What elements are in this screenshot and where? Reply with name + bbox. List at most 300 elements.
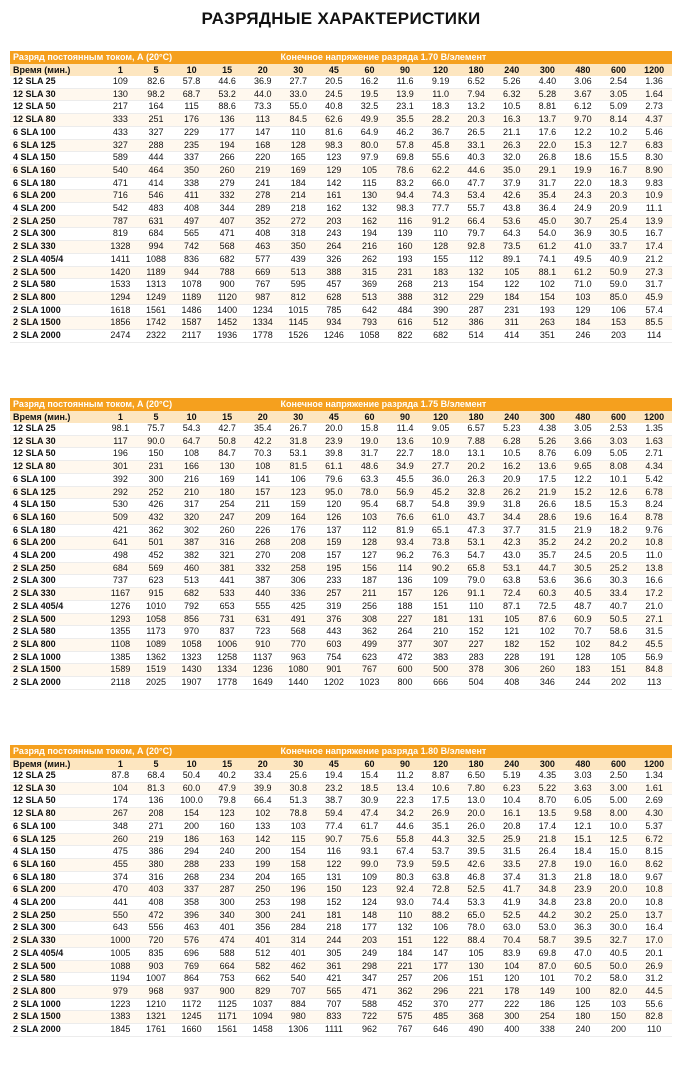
current-value-cell: 132	[352, 203, 388, 216]
current-value-cell: 84.7	[209, 448, 245, 461]
minutes-header: 45	[316, 758, 352, 770]
current-value-cell: 54.0	[530, 228, 566, 241]
current-value-cell: 835	[138, 947, 174, 960]
current-value-cell: 211	[352, 588, 388, 601]
table-row	[10, 241, 672, 254]
current-value-cell: 156	[352, 562, 388, 575]
current-value-cell: 130	[458, 960, 494, 973]
current-value-cell: 4.38	[530, 423, 566, 435]
current-value-cell: 753	[209, 973, 245, 986]
table-header-row	[10, 758, 672, 770]
battery-model-cell: 4 SLA 200	[10, 203, 103, 216]
current-value-cell: 130	[103, 88, 139, 101]
current-value-cell: 2.50	[601, 770, 637, 782]
current-value-cell: 110	[636, 1024, 672, 1037]
current-value-cell: 80.0	[352, 139, 388, 152]
current-value-cell: 3.03	[601, 435, 637, 448]
current-value-cell: 337	[174, 152, 210, 165]
current-value-cell: 126	[423, 588, 459, 601]
current-value-cell: 184	[387, 947, 423, 960]
table-row	[10, 562, 672, 575]
battery-model-cell: 2 SLA 1000	[10, 998, 103, 1011]
current-value-cell: 227	[387, 613, 423, 626]
minutes-header: 15	[209, 411, 245, 423]
current-value-cell: 720	[138, 935, 174, 948]
current-value-cell: 76.3	[423, 550, 459, 563]
current-value-cell: 208	[281, 550, 317, 563]
current-value-cell: 317	[174, 499, 210, 512]
current-value-cell: 63.8	[494, 575, 530, 588]
current-value-cell: 623	[352, 651, 388, 664]
current-value-cell: 178	[494, 985, 530, 998]
current-value-cell: 23.9	[316, 435, 352, 448]
current-value-cell: 21.8	[565, 871, 601, 884]
current-value-cell: 401	[245, 935, 281, 948]
current-value-cell: 115	[352, 177, 388, 190]
current-value-cell: 1383	[103, 1011, 139, 1024]
current-value-cell: 5.28	[530, 88, 566, 101]
current-value-cell: 74.4	[423, 897, 459, 910]
current-value-cell: 40.5	[601, 947, 637, 960]
current-value-cell: 78.6	[387, 164, 423, 177]
current-value-cell: 19.0	[565, 858, 601, 871]
current-value-cell: 60.0	[174, 782, 210, 795]
current-value-cell: 1078	[174, 279, 210, 292]
current-value-cell: 8.14	[601, 114, 637, 127]
current-value-cell: 181	[423, 613, 459, 626]
current-value-cell: 26.2	[494, 486, 530, 499]
current-value-cell: 30.8	[281, 782, 317, 795]
current-value-cell: 264	[387, 626, 423, 639]
end-voltage-caption: Конечное напряжение разряда 1.70 В/элемент	[281, 51, 672, 64]
current-value-cell: 443	[316, 626, 352, 639]
current-value-cell: 1306	[281, 1024, 317, 1037]
current-value-cell: 246	[565, 330, 601, 343]
current-value-cell: 152	[316, 897, 352, 910]
current-value-cell: 35.4	[245, 423, 281, 435]
current-value-cell: 136	[387, 575, 423, 588]
current-value-cell: 370	[423, 998, 459, 1011]
current-value-cell: 64.7	[174, 435, 210, 448]
current-value-cell: 22.3	[387, 795, 423, 808]
current-value-cell: 8.24	[636, 499, 672, 512]
current-value-cell: 361	[316, 960, 352, 973]
current-value-cell: 234	[209, 871, 245, 884]
current-value-cell: 54.3	[174, 423, 210, 435]
current-value-cell: 102	[245, 808, 281, 821]
current-value-cell: 160	[387, 241, 423, 254]
current-value-cell: 80.3	[387, 871, 423, 884]
current-value-cell: 13.1	[458, 448, 494, 461]
current-value-cell: 12.2	[565, 473, 601, 486]
table-row	[10, 960, 672, 973]
current-value-cell: 229	[174, 126, 210, 139]
current-value-cell: 641	[103, 537, 139, 550]
table-row	[10, 846, 672, 859]
current-value-cell: 3.05	[565, 423, 601, 435]
table-header-row	[10, 411, 672, 423]
current-value-cell: 116	[316, 846, 352, 859]
table-row	[10, 795, 672, 808]
current-value-cell: 83.9	[494, 947, 530, 960]
current-value-cell: 33.5	[494, 858, 530, 871]
current-value-cell: 5.46	[636, 126, 672, 139]
current-value-cell: 220	[245, 152, 281, 165]
current-value-cell: 589	[103, 152, 139, 165]
minutes-header: 15	[209, 64, 245, 76]
current-value-cell: 32.8	[458, 486, 494, 499]
current-value-cell: 247	[209, 511, 245, 524]
current-value-cell: 6.28	[494, 435, 530, 448]
current-value-cell: 490	[458, 1024, 494, 1037]
current-value-cell: 45.2	[423, 486, 459, 499]
current-value-cell: 501	[138, 537, 174, 550]
current-value-cell: 97.9	[352, 152, 388, 165]
current-value-cell: 327	[138, 126, 174, 139]
battery-model-cell: 12 SLA 80	[10, 114, 103, 127]
table-caption-row	[10, 745, 672, 758]
current-value-cell: 1440	[281, 677, 317, 690]
current-value-cell: 155	[423, 253, 459, 266]
current-value-cell: 48.7	[565, 600, 601, 613]
battery-model-cell: 2 SLA 500	[10, 266, 103, 279]
current-value-cell: 231	[138, 461, 174, 474]
battery-model-cell: 2 SLA 500	[10, 613, 103, 626]
current-value-cell: 103	[565, 291, 601, 304]
current-value-cell: 316	[138, 871, 174, 884]
current-value-cell: 122	[423, 935, 459, 948]
current-value-cell: 27.3	[636, 266, 672, 279]
current-value-cell: 362	[138, 524, 174, 537]
current-value-cell: 15.3	[601, 499, 637, 512]
current-value-cell: 1420	[103, 266, 139, 279]
battery-model-cell: 2 SLA 330	[10, 241, 103, 254]
current-value-cell: 306	[494, 664, 530, 677]
current-value-cell: 169	[281, 164, 317, 177]
current-value-cell: 132	[458, 266, 494, 279]
current-value-cell: 88.1	[530, 266, 566, 279]
table-row	[10, 998, 672, 1011]
current-value-cell: 47.0	[565, 947, 601, 960]
current-value-cell: 161	[316, 190, 352, 203]
current-value-cell: 152	[458, 626, 494, 639]
current-value-cell: 1210	[138, 998, 174, 1011]
current-value-cell: 1526	[281, 330, 317, 343]
current-value-cell: 79.0	[458, 575, 494, 588]
current-value-cell: 266	[209, 152, 245, 165]
current-value-cell: 27.1	[636, 613, 672, 626]
current-value-cell: 400	[494, 1024, 530, 1037]
current-value-cell: 55.6	[423, 152, 459, 165]
current-value-cell: 836	[174, 253, 210, 266]
discharge-current-caption: Разряд постоянным током, А (20°С)	[10, 745, 281, 758]
current-value-cell: 233	[209, 858, 245, 871]
current-value-cell: 87.6	[530, 613, 566, 626]
current-value-cell: 131	[316, 871, 352, 884]
battery-model-cell: 2 SLA 300	[10, 228, 103, 241]
current-value-cell: 87.1	[494, 600, 530, 613]
current-value-cell: 153	[601, 317, 637, 330]
current-value-cell: 514	[458, 330, 494, 343]
current-value-cell: 194	[209, 139, 245, 152]
current-value-cell: 307	[423, 638, 459, 651]
current-value-cell: 113	[636, 677, 672, 690]
current-value-cell: 45.5	[387, 473, 423, 486]
current-value-cell: 31.2	[636, 973, 672, 986]
current-value-cell: 186	[530, 998, 566, 1011]
current-value-cell: 59.4	[316, 808, 352, 821]
minutes-header: 300	[530, 758, 566, 770]
current-value-cell: 11.6	[387, 76, 423, 88]
current-value-cell: 39.8	[316, 448, 352, 461]
current-value-cell: 603	[316, 638, 352, 651]
minutes-header: 1	[103, 758, 139, 770]
current-value-cell: 386	[138, 846, 174, 859]
table-row	[10, 101, 672, 114]
current-value-cell: 100	[565, 985, 601, 998]
current-value-cell: 154	[281, 846, 317, 859]
current-value-cell: 262	[352, 253, 388, 266]
table-row	[10, 291, 672, 304]
current-value-cell: 184	[281, 177, 317, 190]
current-value-cell: 319	[316, 600, 352, 613]
table-caption-row	[10, 51, 672, 64]
minutes-header: 5	[138, 758, 174, 770]
current-value-cell: 164	[138, 101, 174, 114]
current-value-cell: 54.8	[423, 499, 459, 512]
minutes-header: 1200	[636, 411, 672, 423]
current-value-cell: 1587	[174, 317, 210, 330]
current-value-cell: 70.3	[245, 448, 281, 461]
current-value-cell: 631	[245, 613, 281, 626]
current-value-cell: 1618	[103, 304, 139, 317]
minutes-header: 120	[423, 411, 459, 423]
current-value-cell: 240	[209, 846, 245, 859]
current-value-cell: 11.0	[636, 550, 672, 563]
current-value-cell: 352	[245, 215, 281, 228]
current-value-cell: 43.7	[458, 511, 494, 524]
current-value-cell: 979	[103, 985, 139, 998]
current-value-cell: 568	[209, 241, 245, 254]
current-value-cell: 40.8	[316, 101, 352, 114]
current-value-cell: 102	[530, 626, 566, 639]
current-value-cell: 1173	[138, 626, 174, 639]
current-value-cell: 6.78	[636, 486, 672, 499]
minutes-header: 180	[458, 64, 494, 76]
current-value-cell: 1005	[103, 947, 139, 960]
current-value-cell: 5.09	[601, 101, 637, 114]
current-value-cell: 176	[281, 524, 317, 537]
current-value-cell: 44.6	[209, 76, 245, 88]
current-value-cell: 204	[245, 871, 281, 884]
table-row	[10, 330, 672, 343]
current-value-cell: 5.26	[494, 76, 530, 88]
current-value-cell: 100.0	[174, 795, 210, 808]
current-value-cell: 822	[387, 330, 423, 343]
current-value-cell: 13.5	[530, 808, 566, 821]
current-value-cell: 112	[458, 253, 494, 266]
current-value-cell: 500	[423, 664, 459, 677]
table-row	[10, 511, 672, 524]
current-value-cell: 287	[209, 884, 245, 897]
current-value-cell: 6.12	[565, 101, 601, 114]
current-value-cell: 56.9	[387, 486, 423, 499]
current-value-cell: 34.2	[387, 808, 423, 821]
discharge-current-caption: Разряд постоянным током, А (20°С)	[10, 51, 281, 64]
battery-model-cell: 12 SLA 30	[10, 88, 103, 101]
current-value-cell: 962	[352, 1024, 388, 1037]
current-value-cell: 106	[601, 304, 637, 317]
current-value-cell: 646	[423, 1024, 459, 1037]
current-value-cell: 425	[281, 600, 317, 613]
current-value-cell: 217	[103, 101, 139, 114]
current-value-cell: 471	[103, 177, 139, 190]
current-value-cell: 42.7	[209, 423, 245, 435]
current-value-cell: 222	[494, 998, 530, 1011]
current-value-cell: 1.34	[636, 770, 672, 782]
current-value-cell: 16.6	[636, 575, 672, 588]
current-value-cell: 1294	[103, 291, 139, 304]
page-title: РАЗРЯДНЫЕ ХАРАКТЕРИСТИКИ	[201, 9, 481, 28]
table-row	[10, 177, 672, 190]
current-value-cell: 1007	[138, 973, 174, 986]
current-value-cell: 1362	[138, 651, 174, 664]
current-value-cell: 271	[138, 820, 174, 833]
current-value-cell: 26.3	[494, 139, 530, 152]
current-value-cell: 296	[423, 985, 459, 998]
minutes-header: 1200	[636, 64, 672, 76]
current-value-cell: 6.09	[565, 448, 601, 461]
current-value-cell: 358	[174, 897, 210, 910]
current-value-cell: 10.9	[423, 435, 459, 448]
current-value-cell: 57.8	[174, 76, 210, 88]
current-value-cell: 1172	[174, 998, 210, 1011]
current-value-cell: 45.9	[636, 291, 672, 304]
battery-model-cell: 2 SLA 2000	[10, 677, 103, 690]
current-value-cell: 48.6	[352, 461, 388, 474]
current-value-cell: 105	[458, 947, 494, 960]
current-value-cell: 39.5	[565, 935, 601, 948]
current-value-cell: 1089	[138, 638, 174, 651]
current-value-cell: 159	[316, 537, 352, 550]
current-value-cell: 47.4	[352, 808, 388, 821]
current-value-cell: 16.4	[636, 922, 672, 935]
current-value-cell: 57.4	[636, 304, 672, 317]
current-value-cell: 460	[174, 562, 210, 575]
current-value-cell: 73.8	[423, 537, 459, 550]
current-value-cell: 1145	[281, 317, 317, 330]
current-value-cell: 70.2	[565, 973, 601, 986]
current-value-cell: 23.8	[565, 897, 601, 910]
current-value-cell: 65.0	[458, 909, 494, 922]
current-value-cell: 11.2	[387, 770, 423, 782]
current-value-cell: 256	[352, 600, 388, 613]
minutes-header: 60	[352, 64, 388, 76]
current-value-cell: 150	[138, 448, 174, 461]
current-value-cell: 123	[209, 808, 245, 821]
current-value-cell: 34.9	[387, 461, 423, 474]
current-value-cell: 50.0	[601, 960, 637, 973]
current-value-cell: 128	[352, 537, 388, 550]
current-value-cell: 742	[174, 241, 210, 254]
current-value-cell: 19.9	[565, 164, 601, 177]
current-value-cell: 17.6	[530, 126, 566, 139]
current-value-cell: 84.8	[636, 664, 672, 677]
current-value-cell: 102	[530, 279, 566, 292]
current-value-cell: 183	[423, 266, 459, 279]
current-value-cell: 332	[209, 190, 245, 203]
current-value-cell: 1246	[316, 330, 352, 343]
minutes-header: 30	[281, 64, 317, 76]
current-value-cell: 70.4	[494, 935, 530, 948]
current-value-cell: 333	[103, 114, 139, 127]
current-value-cell: 1660	[174, 1024, 210, 1037]
current-value-cell: 1258	[209, 651, 245, 664]
current-value-cell: 23.2	[316, 782, 352, 795]
current-value-cell: 16.0	[601, 858, 637, 871]
current-value-cell: 987	[245, 291, 281, 304]
current-value-cell: 10.5	[494, 448, 530, 461]
current-value-cell: 934	[316, 317, 352, 330]
current-value-cell: 110	[458, 600, 494, 613]
current-value-cell: 1.63	[636, 435, 672, 448]
current-value-cell: 588	[352, 998, 388, 1011]
current-value-cell: 401	[209, 922, 245, 935]
current-value-cell: 25.0	[601, 909, 637, 922]
current-value-cell: 1111	[316, 1024, 352, 1037]
current-value-cell: 160	[209, 820, 245, 833]
battery-model-cell: 6 SLA 200	[10, 190, 103, 203]
current-value-cell: 1533	[103, 279, 139, 292]
current-value-cell: 829	[245, 985, 281, 998]
current-value-cell: 1.36	[636, 76, 672, 88]
current-value-cell: 165	[281, 871, 317, 884]
table-row	[10, 973, 672, 986]
current-value-cell: 35.0	[494, 164, 530, 177]
current-value-cell: 31.7	[530, 177, 566, 190]
current-value-cell: 55.7	[458, 203, 494, 216]
current-value-cell: 1334	[245, 317, 281, 330]
table-row	[10, 203, 672, 216]
current-value-cell: 565	[316, 985, 352, 998]
battery-model-cell: 2 SLA 580	[10, 626, 103, 639]
battery-model-cell: 2 SLA 800	[10, 638, 103, 651]
current-value-cell: 78.8	[281, 808, 317, 821]
current-value-cell: 5.22	[530, 782, 566, 795]
current-value-cell: 26.9	[636, 960, 672, 973]
current-value-cell: 737	[103, 575, 139, 588]
battery-model-cell: 6 SLA 100	[10, 126, 103, 139]
current-value-cell: 340	[209, 909, 245, 922]
minutes-header: 5	[138, 411, 174, 423]
current-value-cell: 26.6	[530, 499, 566, 512]
discharge-table	[10, 745, 672, 1037]
current-value-cell: 241	[281, 909, 317, 922]
current-value-cell: 642	[352, 304, 388, 317]
current-value-cell: 684	[138, 228, 174, 241]
minutes-header: 60	[352, 758, 388, 770]
current-value-cell: 244	[316, 935, 352, 948]
current-value-cell: 302	[174, 524, 210, 537]
current-value-cell: 73.3	[245, 101, 281, 114]
table-row	[10, 550, 672, 563]
current-value-cell: 108	[245, 461, 281, 474]
current-value-cell: 52.5	[458, 884, 494, 897]
current-value-cell: 1313	[138, 279, 174, 292]
current-value-cell: 595	[281, 279, 317, 292]
current-value-cell: 18.2	[601, 524, 637, 537]
current-value-cell: 13.8	[636, 562, 672, 575]
